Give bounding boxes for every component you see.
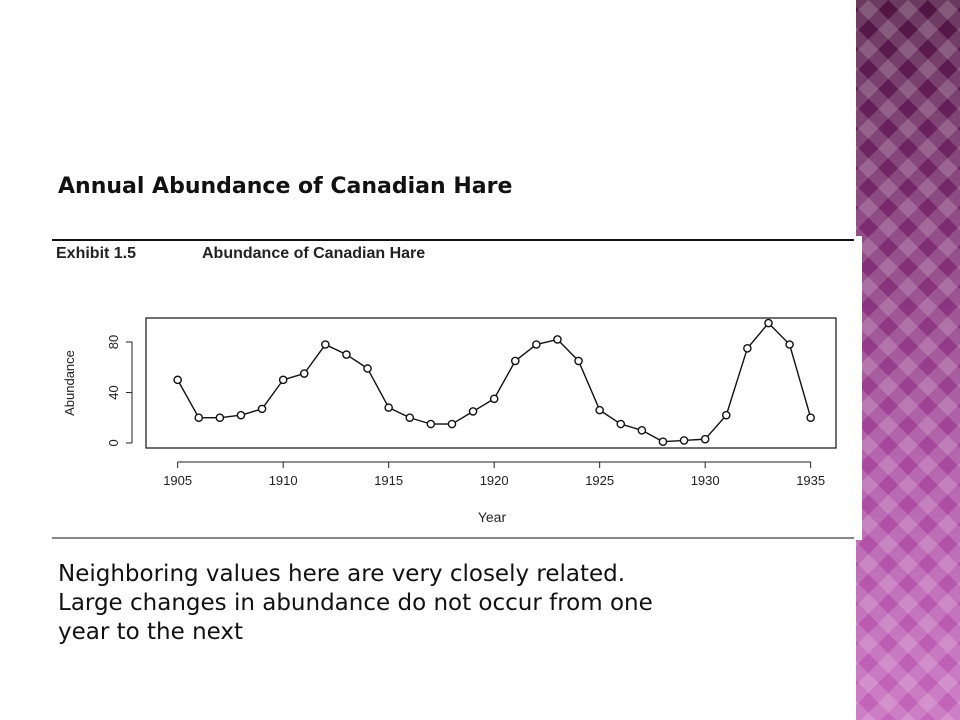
- data-point: [280, 376, 287, 383]
- data-point: [385, 404, 392, 411]
- x-tick-label: 1920: [479, 473, 509, 488]
- chart-title: Abundance of Canadian Hare: [202, 245, 426, 262]
- series-line-segment: [727, 352, 746, 412]
- slide-heading: Annual Abundance of Canadian Hare: [58, 174, 513, 199]
- data-point: [237, 412, 244, 419]
- y-tick-label: 80: [106, 334, 121, 350]
- data-point: [322, 341, 329, 348]
- y-tick-label: 0: [106, 439, 121, 447]
- data-point: [301, 370, 308, 377]
- data-point: [617, 420, 624, 427]
- series-line-segment: [244, 410, 258, 414]
- chart-svg: [52, 236, 862, 540]
- series-line-segment: [603, 412, 618, 422]
- x-tick-label: 1935: [796, 473, 826, 488]
- series-line-segment: [455, 413, 470, 422]
- body-line: Neighboring values here are very closely related.: [58, 561, 626, 587]
- y-axis-label: Abundance: [62, 350, 77, 416]
- series-line-segment: [750, 326, 766, 346]
- series-line-segment: [306, 347, 323, 370]
- series-line-segment: [540, 340, 554, 343]
- x-tick-label: 1930: [690, 473, 720, 488]
- data-point: [406, 414, 413, 421]
- series-line-segment: [688, 439, 702, 440]
- series-line-segment: [392, 409, 407, 416]
- data-point: [596, 407, 603, 414]
- series-line-segment: [496, 364, 514, 396]
- data-point: [744, 345, 751, 352]
- series-line-segment: [413, 419, 427, 423]
- series-line-segment: [560, 342, 576, 358]
- series-line-segment: [771, 326, 787, 342]
- data-point: [258, 405, 265, 412]
- series-line-segment: [518, 347, 533, 359]
- x-tick-label: 1915: [374, 473, 404, 488]
- series-line-segment: [369, 372, 387, 405]
- data-point: [723, 412, 730, 419]
- plot-frame: [146, 318, 836, 448]
- chart-marks: [106, 319, 825, 488]
- data-point: [765, 319, 772, 326]
- series-line-segment: [791, 348, 810, 414]
- x-tick-label: 1925: [585, 473, 615, 488]
- data-point: [512, 357, 519, 364]
- data-point: [364, 365, 371, 372]
- x-axis-label: Year: [477, 509, 507, 525]
- body-line: Large changes in abundance do not occur from one: [58, 589, 653, 616]
- data-point: [702, 436, 709, 443]
- data-point: [491, 395, 498, 402]
- x-tick-label: 1905: [163, 473, 193, 488]
- decorative-side-band: [856, 0, 960, 720]
- data-point: [216, 414, 223, 421]
- series-line-segment: [287, 375, 301, 379]
- data-point: [174, 376, 181, 383]
- chart-figure: [52, 236, 862, 540]
- data-point: [638, 427, 645, 434]
- slide-body-text: [58, 560, 848, 646]
- data-point: [659, 438, 666, 445]
- series-line-segment: [645, 432, 660, 440]
- data-point: [195, 414, 202, 421]
- x-tick-label: 1910: [268, 473, 298, 488]
- series-line-segment: [476, 401, 491, 410]
- y-tick-label: 40: [106, 385, 121, 400]
- data-point: [680, 437, 687, 444]
- data-point: [343, 351, 350, 358]
- series-line-segment: [667, 441, 681, 442]
- data-point: [786, 341, 793, 348]
- data-point: [533, 341, 540, 348]
- data-point: [554, 336, 561, 343]
- series-line-segment: [179, 383, 197, 415]
- data-point: [427, 420, 434, 427]
- series-line-segment: [223, 416, 237, 418]
- data-point: [469, 408, 476, 415]
- exhibit-label: Exhibit 1.5: [56, 245, 137, 262]
- series-line-segment: [264, 383, 281, 406]
- body-line: year to the next: [58, 618, 244, 645]
- series-line-segment: [580, 364, 598, 407]
- series-line-segment: [329, 346, 344, 353]
- data-point: [448, 420, 455, 427]
- data-point: [807, 414, 814, 421]
- series-line-segment: [624, 425, 638, 429]
- series-line-segment: [349, 357, 364, 367]
- series-line-segment: [708, 418, 724, 437]
- data-point: [575, 357, 582, 364]
